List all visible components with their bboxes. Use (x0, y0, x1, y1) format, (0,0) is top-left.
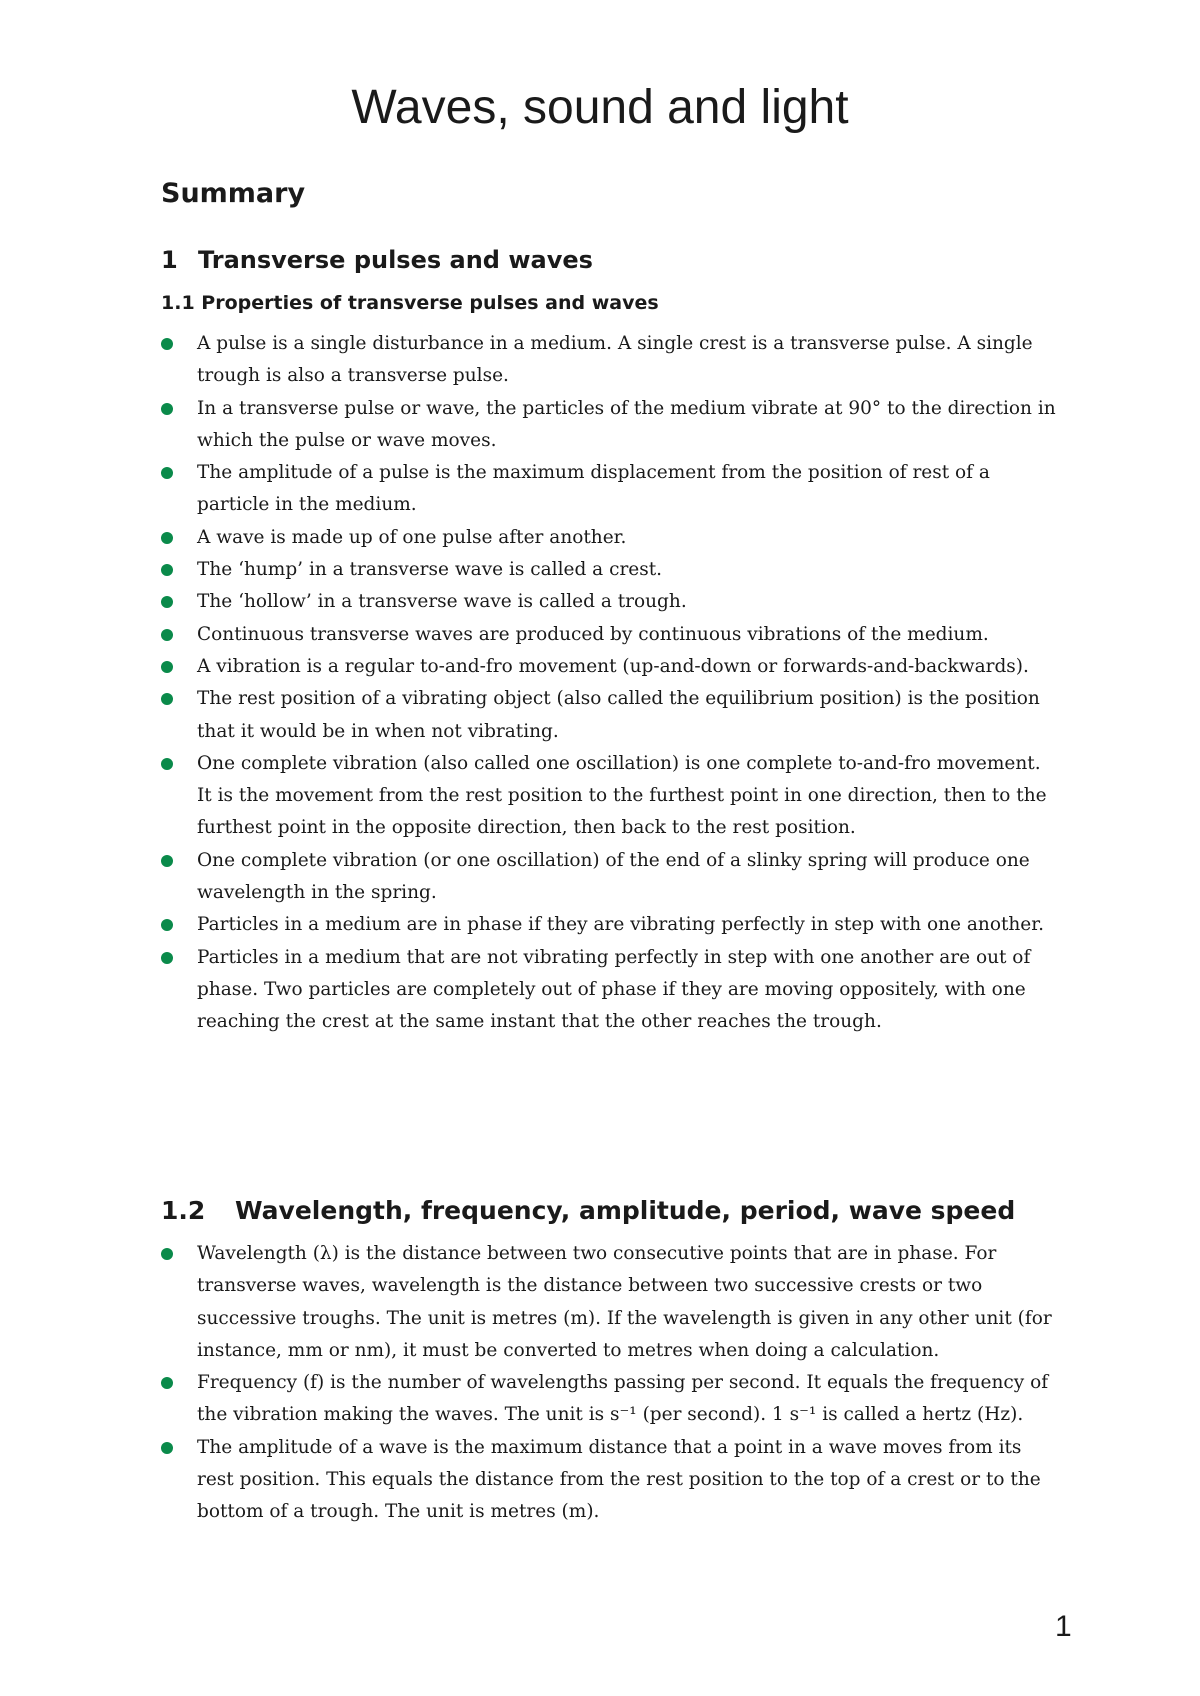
list-item-text: A wave is made up of one pulse after another. (197, 526, 627, 548)
page-title: Waves, sound and light (351, 81, 849, 134)
list-item (161, 1238, 1061, 1367)
bullet-list-1-2 (161, 1238, 1061, 1529)
list-item-text: A pulse is a single disturbance in a medium. A single crest is a transverse pulse. A single trough is also a transverse pulse. (197, 333, 1033, 387)
list-item-text: Frequency (f) is the number of wavelengths passing per second. It equals the frequency of the vibration making the waves. The unit is s⁻¹ (per second). 1 s⁻¹ is called a hertz (Hz). (197, 1372, 1049, 1426)
list-item (161, 619, 1061, 651)
list-item-text: One complete vibration (also called one oscillation) is one complete to-and-fro movement. It is the movement from the rest position to the furthest point in one direction, then to the furthest point in the opposite direction, then back to the rest position. (197, 752, 1047, 839)
bullet-icon (161, 596, 173, 608)
section-1-title: Transverse pulses and waves (198, 246, 593, 274)
list-item-text: In a transverse pulse or wave, the particles of the medium vibrate at 90° to the direction in which the pulse or wave moves. (197, 397, 1056, 451)
section-1-2-number: 1.2 (161, 1196, 206, 1225)
list-item-text: The ‘hump’ in a transverse wave is called a crest. (197, 559, 663, 581)
bullet-icon (161, 403, 173, 415)
bullet-icon (161, 1248, 173, 1260)
bullet-icon (161, 855, 173, 867)
list-item-text: One complete vibration (or one oscillation) of the end of a slinky spring will produce one wavelength in the spring. (197, 849, 1030, 904)
section-1-heading (161, 246, 593, 274)
list-item (161, 942, 1061, 1039)
list-item-text: Continuous transverse waves are produced by continuous vibrations of the medium. (197, 623, 989, 645)
bullet-icon (161, 758, 173, 770)
list-item-text: The rest position of a vibrating object (also called the equilibrium position) is the position that it would be in when not vibrating. (197, 688, 1040, 742)
bullet-icon (161, 919, 173, 931)
subsection-1-1-number: 1.1 (161, 292, 195, 314)
list-item-text: The ‘hollow’ in a transverse wave is called a trough. (197, 591, 687, 613)
list-item-text: The amplitude of a wave is the maximum distance that a point in a wave moves from its rest position. This equals the distance from the rest position to the top of a crest or to the bottom of a trough. The unit is metres (m). (197, 1436, 1041, 1523)
list-item (161, 683, 1061, 748)
page-number: 1 (1055, 1610, 1072, 1643)
list-item (161, 651, 1061, 683)
bullet-list-1-1 (161, 328, 1061, 1039)
bullet-icon (161, 952, 173, 964)
list-item (161, 554, 1061, 586)
list-item-text: The amplitude of a pulse is the maximum displacement from the position of rest of a particle in the medium. (197, 462, 990, 516)
list-item-text: Particles in a medium that are not vibrating perfectly in step with one another are out of phase. Two particles are completely out of phase if they are moving oppositely, with one reaching the crest at the same instant that the other reaches the trough. (197, 946, 1031, 1033)
summary-heading: Summary (161, 178, 306, 209)
bullet-icon (161, 661, 173, 673)
bullet-icon (161, 564, 173, 576)
list-item (161, 1432, 1061, 1529)
subsection-1-1-title: Properties of transverse pulses and waves (201, 292, 659, 314)
list-item-text: A vibration is a regular to-and-fro movement (up-and-down or forwards-and-backwards). (197, 655, 1029, 677)
bullet-icon (161, 338, 173, 350)
list-item-text: Wavelength (λ) is the distance between two consecutive points that are in phase. For transverse waves, wavelength is the distance between two successive crests or two successive troughs. The unit is metres (m). If the wavelength is given in any other unit (for instance, mm or nm), it must be converted to metres when doing a calculation. (197, 1243, 1052, 1361)
list-item (161, 457, 1061, 522)
list-item (161, 328, 1061, 393)
section-1-2-title: Wavelength, frequency, amplitude, period, wave speed (235, 1196, 1016, 1225)
list-item (161, 748, 1061, 845)
bullet-icon (161, 532, 173, 544)
bullet-icon (161, 1377, 173, 1389)
list-item (161, 393, 1061, 458)
bullet-icon (161, 693, 173, 705)
subsection-1-1-heading (161, 292, 659, 314)
list-item-text: Particles in a medium are in phase if they are vibrating perfectly in step with one another. (197, 914, 1044, 936)
bullet-icon (161, 629, 173, 641)
bullet-icon (161, 1442, 173, 1454)
list-item (161, 909, 1061, 941)
section-1-2-heading (161, 1196, 1015, 1225)
list-item (161, 845, 1061, 910)
list-item (161, 586, 1061, 618)
bullet-icon (161, 467, 173, 479)
list-item (161, 522, 1061, 554)
section-1-number: 1 (161, 246, 178, 274)
list-item (161, 1367, 1061, 1432)
